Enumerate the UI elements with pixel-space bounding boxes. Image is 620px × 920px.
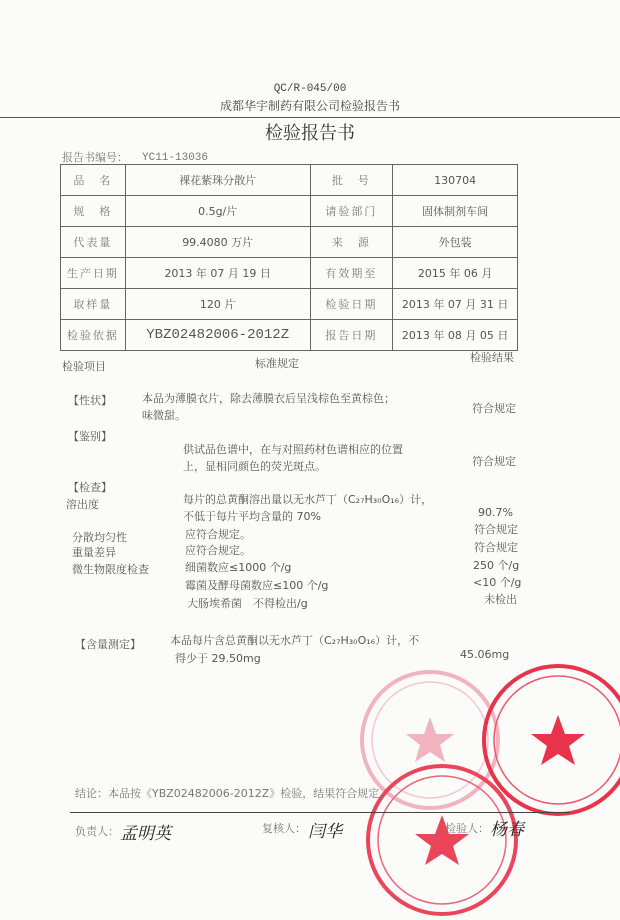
field-value: 2013 年 08 月 05 日 <box>393 320 518 351</box>
field-value: 0.5g/片 <box>125 196 310 227</box>
dispersion-text: 应符合规定。 <box>185 528 251 541</box>
star-icon <box>531 715 585 765</box>
identification-text-cont: 上，显相同颜色的荧光斑点。 <box>183 460 326 473</box>
appearance-result: 符合规定 <box>472 402 516 415</box>
weight-text: 应符合规定。 <box>185 544 251 557</box>
field-value: 120 片 <box>125 289 310 320</box>
field-value: YBZ02482006-2012Z <box>125 320 310 351</box>
inspection-label: 【检查】 <box>68 481 112 494</box>
report-number-label: 报告书编号： <box>62 151 128 164</box>
responsible-label: 负责人： <box>75 825 119 838</box>
assay-result: 45.06mg <box>460 648 510 661</box>
document-code: QC/R-045/00 <box>273 83 347 95</box>
field-label: 生产日期 <box>61 258 126 289</box>
field-label: 规 格 <box>61 196 126 227</box>
field-label: 报告日期 <box>310 320 393 351</box>
appearance-text: 本品为薄膜衣片，除去薄膜衣后呈浅棕色至黄棕色； <box>142 392 395 405</box>
assay-label: 【含量测定】 <box>75 638 141 651</box>
weight-name: 重量差异 <box>72 546 116 559</box>
field-label: 来 源 <box>310 227 393 258</box>
info-row <box>61 196 518 227</box>
field-value: 2013 年 07 月 19 日 <box>125 258 310 289</box>
field-value: 裸花紫珠分散片 <box>125 165 310 196</box>
ecoli-result: 未检出 <box>484 593 517 606</box>
field-value: 99.4080 万片 <box>125 227 310 258</box>
qc-stamp <box>362 760 522 920</box>
microbial-name: 微生物限度检查 <box>72 563 149 576</box>
identification-text: 供试品色谱中，在与对照药材色谱相应的位置 <box>183 443 403 456</box>
info-row <box>61 227 518 258</box>
field-label: 请验部门 <box>310 196 393 227</box>
field-label: 代表量 <box>61 227 126 258</box>
field-value: 2013 年 07 月 31 日 <box>393 289 518 320</box>
bacteria-result: 250 个/g <box>473 559 520 572</box>
reviewer-signature: 闫华 <box>308 822 342 842</box>
star-icon <box>406 717 454 762</box>
reviewer-label: 复核人： <box>262 822 306 835</box>
dissolution-name: 溶出度 <box>66 498 99 511</box>
dissolution-text-cont: 不低于每片平均含量的 70% <box>183 510 321 523</box>
identification-result: 符合规定 <box>472 455 516 468</box>
inspector-label: 检验人： <box>445 822 489 835</box>
field-label: 检验日期 <box>310 289 393 320</box>
responsible-signature: 孟明英 <box>120 824 171 844</box>
inspector-signature: 杨春 <box>490 820 524 840</box>
column-result: 检验结果 <box>470 351 514 364</box>
info-row <box>61 165 518 196</box>
dispersion-result: 符合规定 <box>474 523 518 536</box>
field-value: 2015 年 06 月 <box>393 258 518 289</box>
weight-result: 符合规定 <box>474 541 518 554</box>
identification-label: 【鉴别】 <box>68 430 112 443</box>
info-table <box>60 164 518 351</box>
field-label: 有效期至 <box>310 258 393 289</box>
dissolution-text: 每片的总黄酮溶出量以无水芦丁（C₂₇H₃₀O₁₆）计， <box>183 493 433 506</box>
fungi-result: <10 个/g <box>473 576 522 589</box>
assay-text: 本品每片含总黄酮以无水芦丁（C₂₇H₃₀O₁₆）计，不 <box>170 634 420 647</box>
field-value: 固体制剂车间 <box>393 196 518 227</box>
field-value: 外包装 <box>393 227 518 258</box>
header-divider <box>0 117 620 118</box>
bacteria-text: 细菌数应≤1000 个/g <box>185 561 292 574</box>
conclusion: 结论：本品按《YBZ02482006-2012Z》检验，结果符合规定。 <box>75 787 391 800</box>
column-standard: 标准规定 <box>255 357 299 370</box>
conclusion-divider <box>70 812 570 813</box>
report-number: YC11-13036 <box>142 152 209 164</box>
dissolution-result: 90.7% <box>478 506 513 519</box>
dispersion-name: 分散均匀性 <box>72 531 127 544</box>
fungi-text: 霉菌及酵母菌数应≤100 个/g <box>185 579 329 592</box>
column-item: 检验项目 <box>62 360 106 373</box>
assay-text-cont: 得少于 29.50mg <box>175 652 261 665</box>
field-label: 批 号 <box>310 165 393 196</box>
field-label: 检验依据 <box>61 320 126 351</box>
page-title: 检验报告书 <box>265 123 355 144</box>
field-label: 取样量 <box>61 289 126 320</box>
field-label: 品 名 <box>61 165 126 196</box>
appearance-text-cont: 味微甜。 <box>142 409 186 422</box>
ecoli-text: 大肠埃希菌 不得检出/g <box>187 597 308 610</box>
company-name: 成都华宇制药有限公司检验报告书 <box>219 99 401 113</box>
field-value: 130704 <box>393 165 518 196</box>
appearance-label: 【性状】 <box>68 394 112 407</box>
info-row <box>61 289 518 320</box>
info-row <box>61 258 518 289</box>
info-row <box>61 320 518 351</box>
